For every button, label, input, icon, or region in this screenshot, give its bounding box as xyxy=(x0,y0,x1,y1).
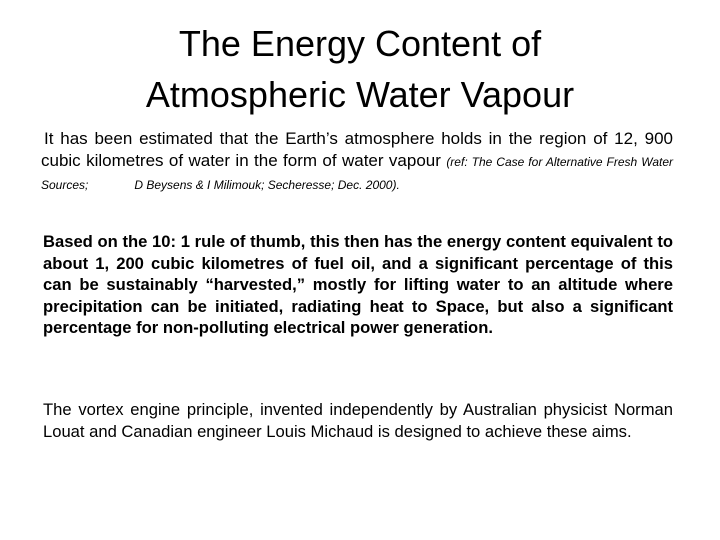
title-line-1: The Energy Content of xyxy=(178,23,542,64)
reference-citation-part-2: D Beysens & I Milimouk; Secheresse; Dec. 2000). xyxy=(134,178,400,192)
paragraph-vortex-engine: The vortex engine principle, invented independently by Australian physicist Norman Louat and Canadian engineer Louis Michaud is designed to achieve these aims. xyxy=(43,400,673,441)
paragraph-energy-content: Based on the 10: 1 rule of thumb, this then has the energy content equivalent to about 1, 200 cubic kilometres of fuel oil, and a significant percentage of this can be sustainably “harvested,” mostly for lifting water to an altitude where precipitation can be initiated, radiating heat to Space, but also a significant percentage for non-polluting electrical power generation. xyxy=(43,232,673,337)
reference-citation-part-1: (ref: The Case for Alternative Fresh Water Sources; xyxy=(41,154,673,192)
paragraph-1-text: It has been estimated that the Earth’s atmosphere holds in the region of 12, 900 cubic kilometres of water in the form of water vapour xyxy=(41,129,673,170)
slide-title xyxy=(60,18,660,120)
title-line-2: Atmospheric Water Vapour xyxy=(145,74,575,115)
paragraph-atmosphere-water xyxy=(41,128,673,197)
